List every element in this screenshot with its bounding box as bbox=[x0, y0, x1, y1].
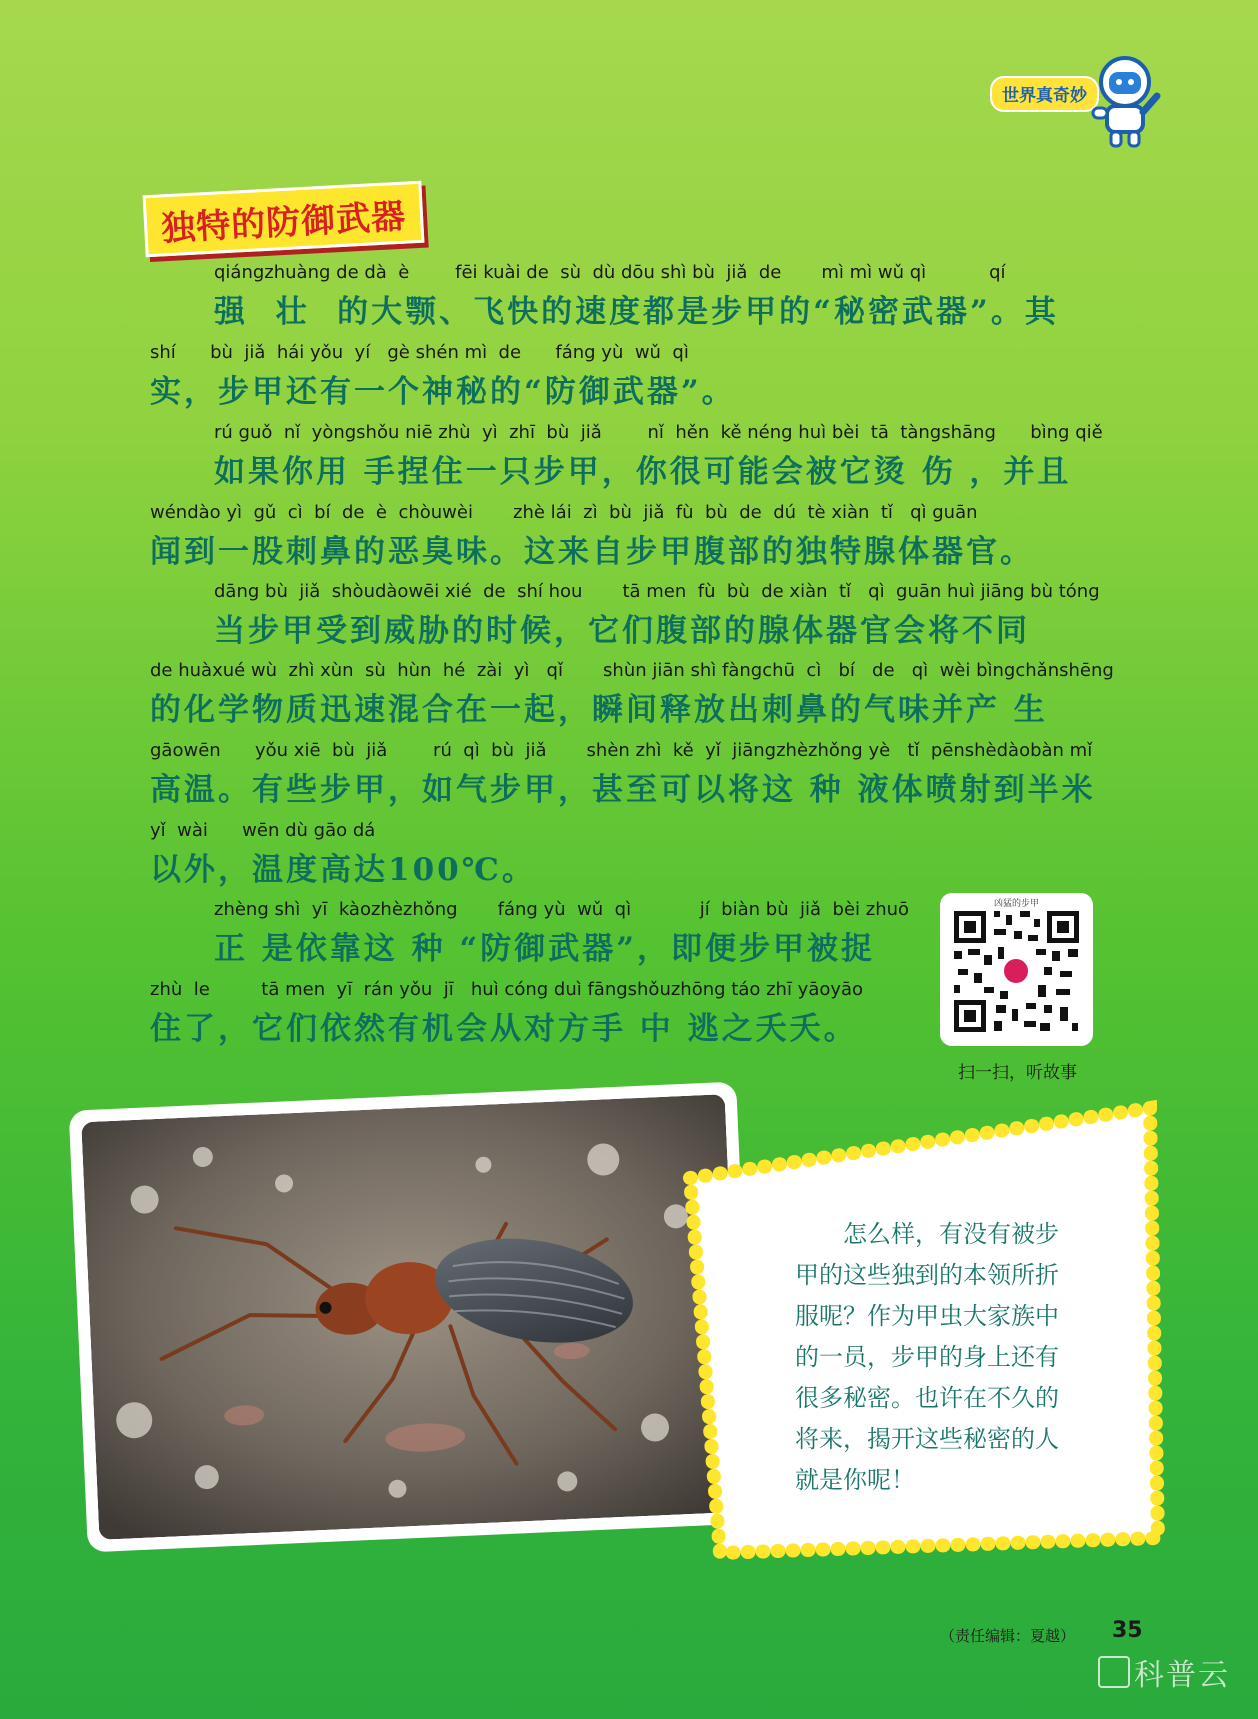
beetle-photo-frame bbox=[69, 1082, 756, 1553]
article-title-text: 独特的防御武器 bbox=[160, 196, 408, 249]
chinese-line: 闻到一股刺鼻的恶臭味。这来自步甲腹部的独特腺体器官。 bbox=[150, 534, 1034, 570]
chinese-line: 实，步甲还有一个神秘的“防御武器”。 bbox=[150, 374, 736, 410]
chinese-line: 正 是依靠这 种 “防御武器”，即便步甲被捉 bbox=[214, 931, 876, 967]
pinyin-line: zhù le tā men yī rán yǒu jī huì cóng duì fāngshǒuzhōng táo zhī yāoyāo bbox=[150, 979, 864, 1000]
pinyin-line: dāng bù jiǎ shòudàowēi xié de shí hou tā men fù bù de xiàn tǐ qì guān huì jiāng bù tóng bbox=[214, 581, 1100, 602]
qr-label: 凶猛的步甲 bbox=[993, 899, 1039, 909]
chinese-line: 高温。有些步甲，如气步甲，甚至可以将这 种 液体喷射到半米 bbox=[150, 772, 1096, 808]
chinese-line: 当步甲受到威胁的时候，它们腹部的腺体器官会将不同 bbox=[214, 613, 1030, 649]
beetle-image bbox=[81, 1094, 743, 1540]
qr-code[interactable] bbox=[940, 893, 1093, 1046]
pinyin-line: de huàxué wù zhì xùn sù hùn hé zài yì qǐ shùn jiān shì fàngchū cì bí de qì wèi bìngchǎnshēng bbox=[150, 660, 1114, 681]
astronaut-robot-icon bbox=[1085, 56, 1165, 148]
editor-credit: （责任编辑：夏越） bbox=[940, 1627, 1076, 1645]
note-text bbox=[795, 1214, 1105, 1501]
note-line: 怎么样，有没有被步 bbox=[795, 1220, 1059, 1248]
pinyin-line: yǐ wài wēn dù gāo dá bbox=[150, 820, 376, 841]
note-line: 很多秘密。也许在不久的 bbox=[795, 1384, 1059, 1412]
chinese-line: 的化学物质迅速混合在一起，瞬间释放出刺鼻的气味并产 生 bbox=[150, 692, 1048, 728]
pinyin-line: shí bù jiǎ hái yǒu yí gè shén mì de fáng yù wǔ qì bbox=[150, 342, 689, 363]
qr-code-icon bbox=[940, 893, 1093, 1046]
watermark: 科普云 bbox=[1134, 1658, 1230, 1693]
qr-caption: 扫一扫，听故事 bbox=[958, 1063, 1077, 1083]
note-line: 就是你呢！ bbox=[795, 1466, 915, 1494]
pinyin-line: gāowēn yǒu xiē bù jiǎ rú qì bù jiǎ shèn zhì kě yǐ jiāngzhèzhǒng yè tǐ pēnshèdàobàn mǐ bbox=[150, 740, 1093, 761]
note-line: 甲的这些独到的本领所折 bbox=[795, 1261, 1059, 1289]
section-tag: 世界真奇妙 bbox=[990, 76, 1099, 112]
chinese-line: 住了，它们依然有机会从对方手 中 逃之夭夭。 bbox=[150, 1011, 858, 1047]
chinese-line: 如果你用 手捏住一只步甲，你很可能会被它烫 伤 ，并且 bbox=[214, 454, 1072, 490]
beetle-photo bbox=[81, 1094, 743, 1540]
note-line: 将来，揭开这些秘密的人 bbox=[795, 1425, 1059, 1453]
pinyin-line: wéndào yì gǔ cì bí de è chòuwèi zhè lái zì bù jiǎ fù bù de dú tè xiàn tǐ qì guān bbox=[150, 502, 978, 523]
pinyin-line: rú guǒ nǐ yòngshǒu niē zhù yì zhī bù jiǎ nǐ hěn kě néng huì bèi tā tàngshāng bìng qiě bbox=[214, 422, 1103, 443]
watermark-logo-icon bbox=[1098, 1656, 1130, 1688]
chinese-line: 以外，温度高达100℃。 bbox=[150, 852, 536, 888]
page-number: 35 bbox=[1112, 1618, 1143, 1643]
article-title bbox=[143, 181, 425, 258]
pinyin-line: zhèng shì yī kàozhèzhǒng fáng yù wǔ qì jí biàn bù jiǎ bèi zhuō bbox=[214, 899, 910, 920]
chinese-line: 强 壮 的大颚、飞快的速度都是步甲的“秘密武器”。其 bbox=[214, 294, 1059, 330]
pinyin-line: qiángzhuàng de dà è fēi kuài de sù dù dōu shì bù jiǎ de mì mì wǔ qì qí bbox=[214, 262, 1006, 283]
note-line: 服呢？作为甲虫大家族中 bbox=[795, 1302, 1059, 1330]
note-line: 的一员，步甲的身上还有 bbox=[795, 1343, 1059, 1371]
